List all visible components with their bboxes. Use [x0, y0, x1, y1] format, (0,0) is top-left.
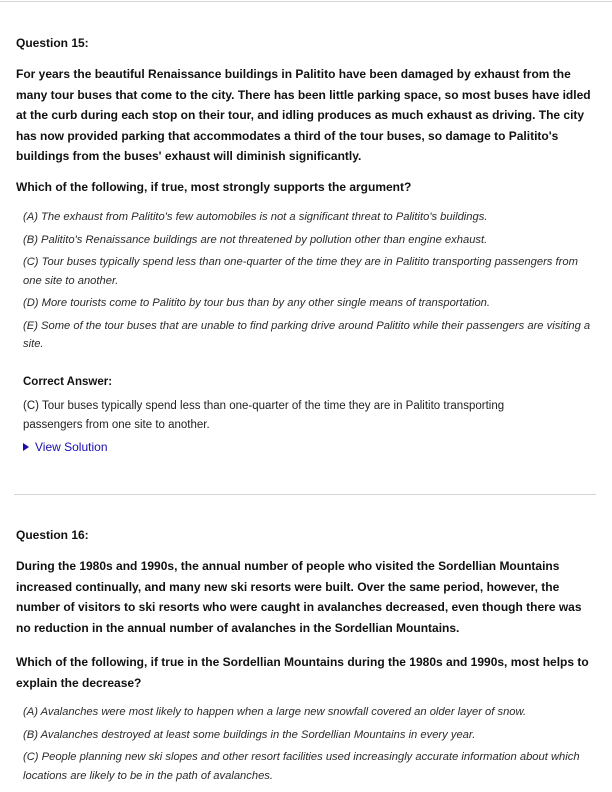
question-16-choice-c[interactable]: (C) People planning new ski slopes and other resort facilities used increasingly accurate information about which locations are likely to be in the path of avalanches.: [23, 751, 580, 782]
question-16-choice-a[interactable]: (A) Avalanches were most likely to happen when a large new snowfall covered an older layer of snow.: [23, 706, 527, 718]
question-15-choices: [23, 208, 598, 358]
question-15-choice-a[interactable]: (A) The exhaust from Palitito's few automobiles is not a significant threat to Palitito's buildings.: [23, 211, 488, 223]
top-divider: [0, 1, 612, 2]
play-triangle-icon: [23, 443, 29, 451]
question-16-choices: [23, 703, 598, 789]
question-15-prompt: Which of the following, if true, most strongly supports the argument?: [16, 180, 412, 194]
question-16-stem: During the 1980s and 1990s, the annual number of people who visited the Sordellian Mountains increased continually, and many new ski resorts were built. Over the same period, however, the number of visitors to ski resorts who were caught in avalanches decreased, even though there was no reduction in the annual number of avalanches in the Sordellian Mountains.: [16, 559, 582, 635]
question-16-prompt: Which of the following, if true in the Sordellian Mountains during the 1980s and 1990s, most helps to explain the decrease?: [16, 655, 589, 690]
question-15-choice-e[interactable]: (E) Some of the tour buses that are unable to find parking drive around Palitito while their passengers are visiting a site.: [23, 319, 591, 350]
question-15-choice-c[interactable]: (C) Tour buses typically spend less than one-quarter of the time they are in Palitito transporting passengers from one site to another.: [23, 256, 578, 287]
question-16-label: Question 16:: [16, 528, 89, 542]
view-solution-label: View Solution: [35, 440, 108, 454]
question-15-choice-b[interactable]: (B) Palitito's Renaissance buildings are not threatened by pollution other than engine exhaust.: [23, 233, 488, 246]
correct-answer-heading: Correct Answer:: [23, 376, 113, 388]
view-solution-link[interactable]: [23, 440, 108, 454]
correct-answer-text: (C) Tour buses typically spend less than one-quarter of the time they are in Palitito transporting passengers from one site to another.: [23, 400, 505, 431]
question-15-choice-d[interactable]: (D) More tourists come to Palitito by tour bus than by any other single means of transportation.: [23, 297, 490, 309]
question-15-stem: For years the beautiful Renaissance buildings in Palitito have been damaged by exhaust from the many tour buses that come to the city. There has been little parking space, so most buses have idled at the curb during each stop on their tour, and idling produces as much exhaust as driving. The city has now provided parking that accommodates a third of the tour buses, so damage to Palitito's buildings from the buses' exhaust will diminish significantly.: [16, 67, 591, 163]
question-15-label: Question 15:: [16, 36, 89, 50]
question-16-choice-b[interactable]: (B) Avalanches destroyed at least some buildings in the Sordellian Mountains in every year.: [23, 728, 476, 741]
section-divider: [14, 494, 596, 495]
